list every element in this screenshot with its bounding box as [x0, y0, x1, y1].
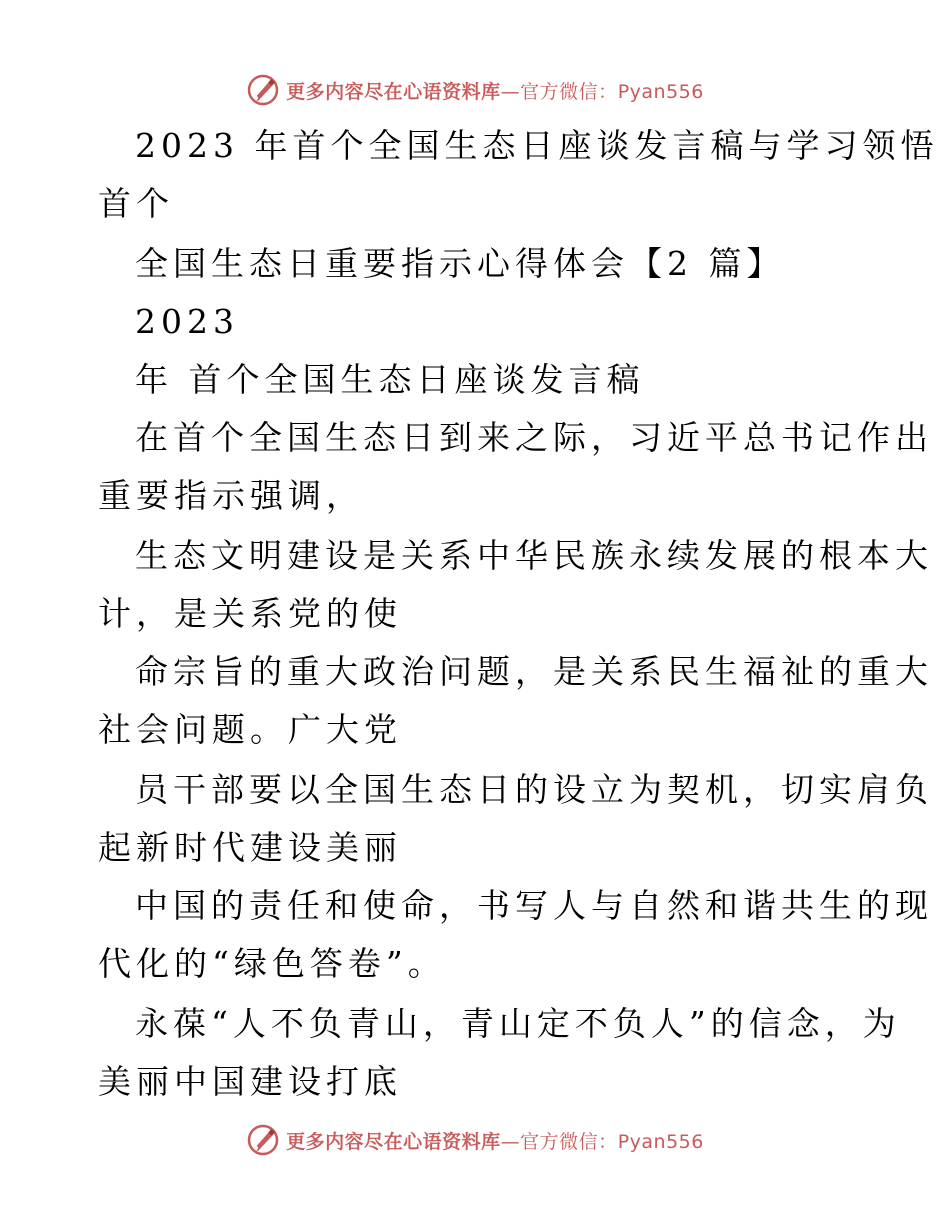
footer-banner — [0, 1120, 950, 1160]
paragraph-line: 起新时代建设美丽 — [98, 828, 402, 867]
pen-logo-icon — [246, 73, 280, 107]
paragraph-line: 永葆“人不负青山，青山定不负人”的信念，为 — [135, 1004, 901, 1043]
paragraph-line: 重要指示强调， — [98, 476, 364, 515]
banner-separator: — — [500, 80, 521, 103]
paragraph-line: 社会问题。广大党 — [98, 710, 402, 749]
banner-wechat-id: Pyan556 — [617, 1130, 704, 1153]
section-heading-line: 2023 — [135, 302, 239, 341]
paragraph-line: 代化的“绿色答卷”。 — [98, 944, 446, 983]
paragraph-line: 生态文明建设是关系中华民族永续发展的根本大 — [135, 536, 933, 575]
document-title-line: 首个 — [98, 184, 174, 223]
paragraph-line: 计，是关系党的使 — [98, 594, 402, 633]
paragraph-line: 在首个全国生态日到来之际，习近平总书记作出 — [135, 418, 933, 457]
paragraph-line: 员干部要以全国生态日的设立为契机，切实肩负 — [135, 770, 933, 809]
banner-text — [286, 77, 704, 104]
section-heading-line: 年 首个全国生态日座谈发言稿 — [135, 360, 645, 399]
banner-brand: 更多内容尽在心语资料库 — [286, 1130, 501, 1153]
document-title-line: 2023 年首个全国生态日座谈发言稿与学习领悟 — [135, 126, 939, 165]
banner-wechat-id: Pyan556 — [617, 80, 704, 103]
document-title-line: 全国生态日重要指示心得体会【2 篇】 — [135, 244, 785, 283]
banner-wechat-label: 官方微信： — [520, 1130, 618, 1153]
paragraph-line: 中国的责任和使命，书写人与自然和谐共生的现 — [135, 886, 933, 925]
paragraph-line: 美丽中国建设打底 — [98, 1062, 402, 1101]
banner-wechat-label: 官方微信： — [520, 80, 618, 103]
banner-text — [286, 1127, 704, 1154]
banner-separator: — — [500, 1130, 521, 1153]
banner-brand: 更多内容尽在心语资料库 — [286, 80, 501, 103]
paragraph-line: 命宗旨的重大政治问题，是关系民生福祉的重大 — [135, 652, 933, 691]
pen-logo-icon — [246, 1123, 280, 1157]
header-banner — [0, 70, 950, 110]
